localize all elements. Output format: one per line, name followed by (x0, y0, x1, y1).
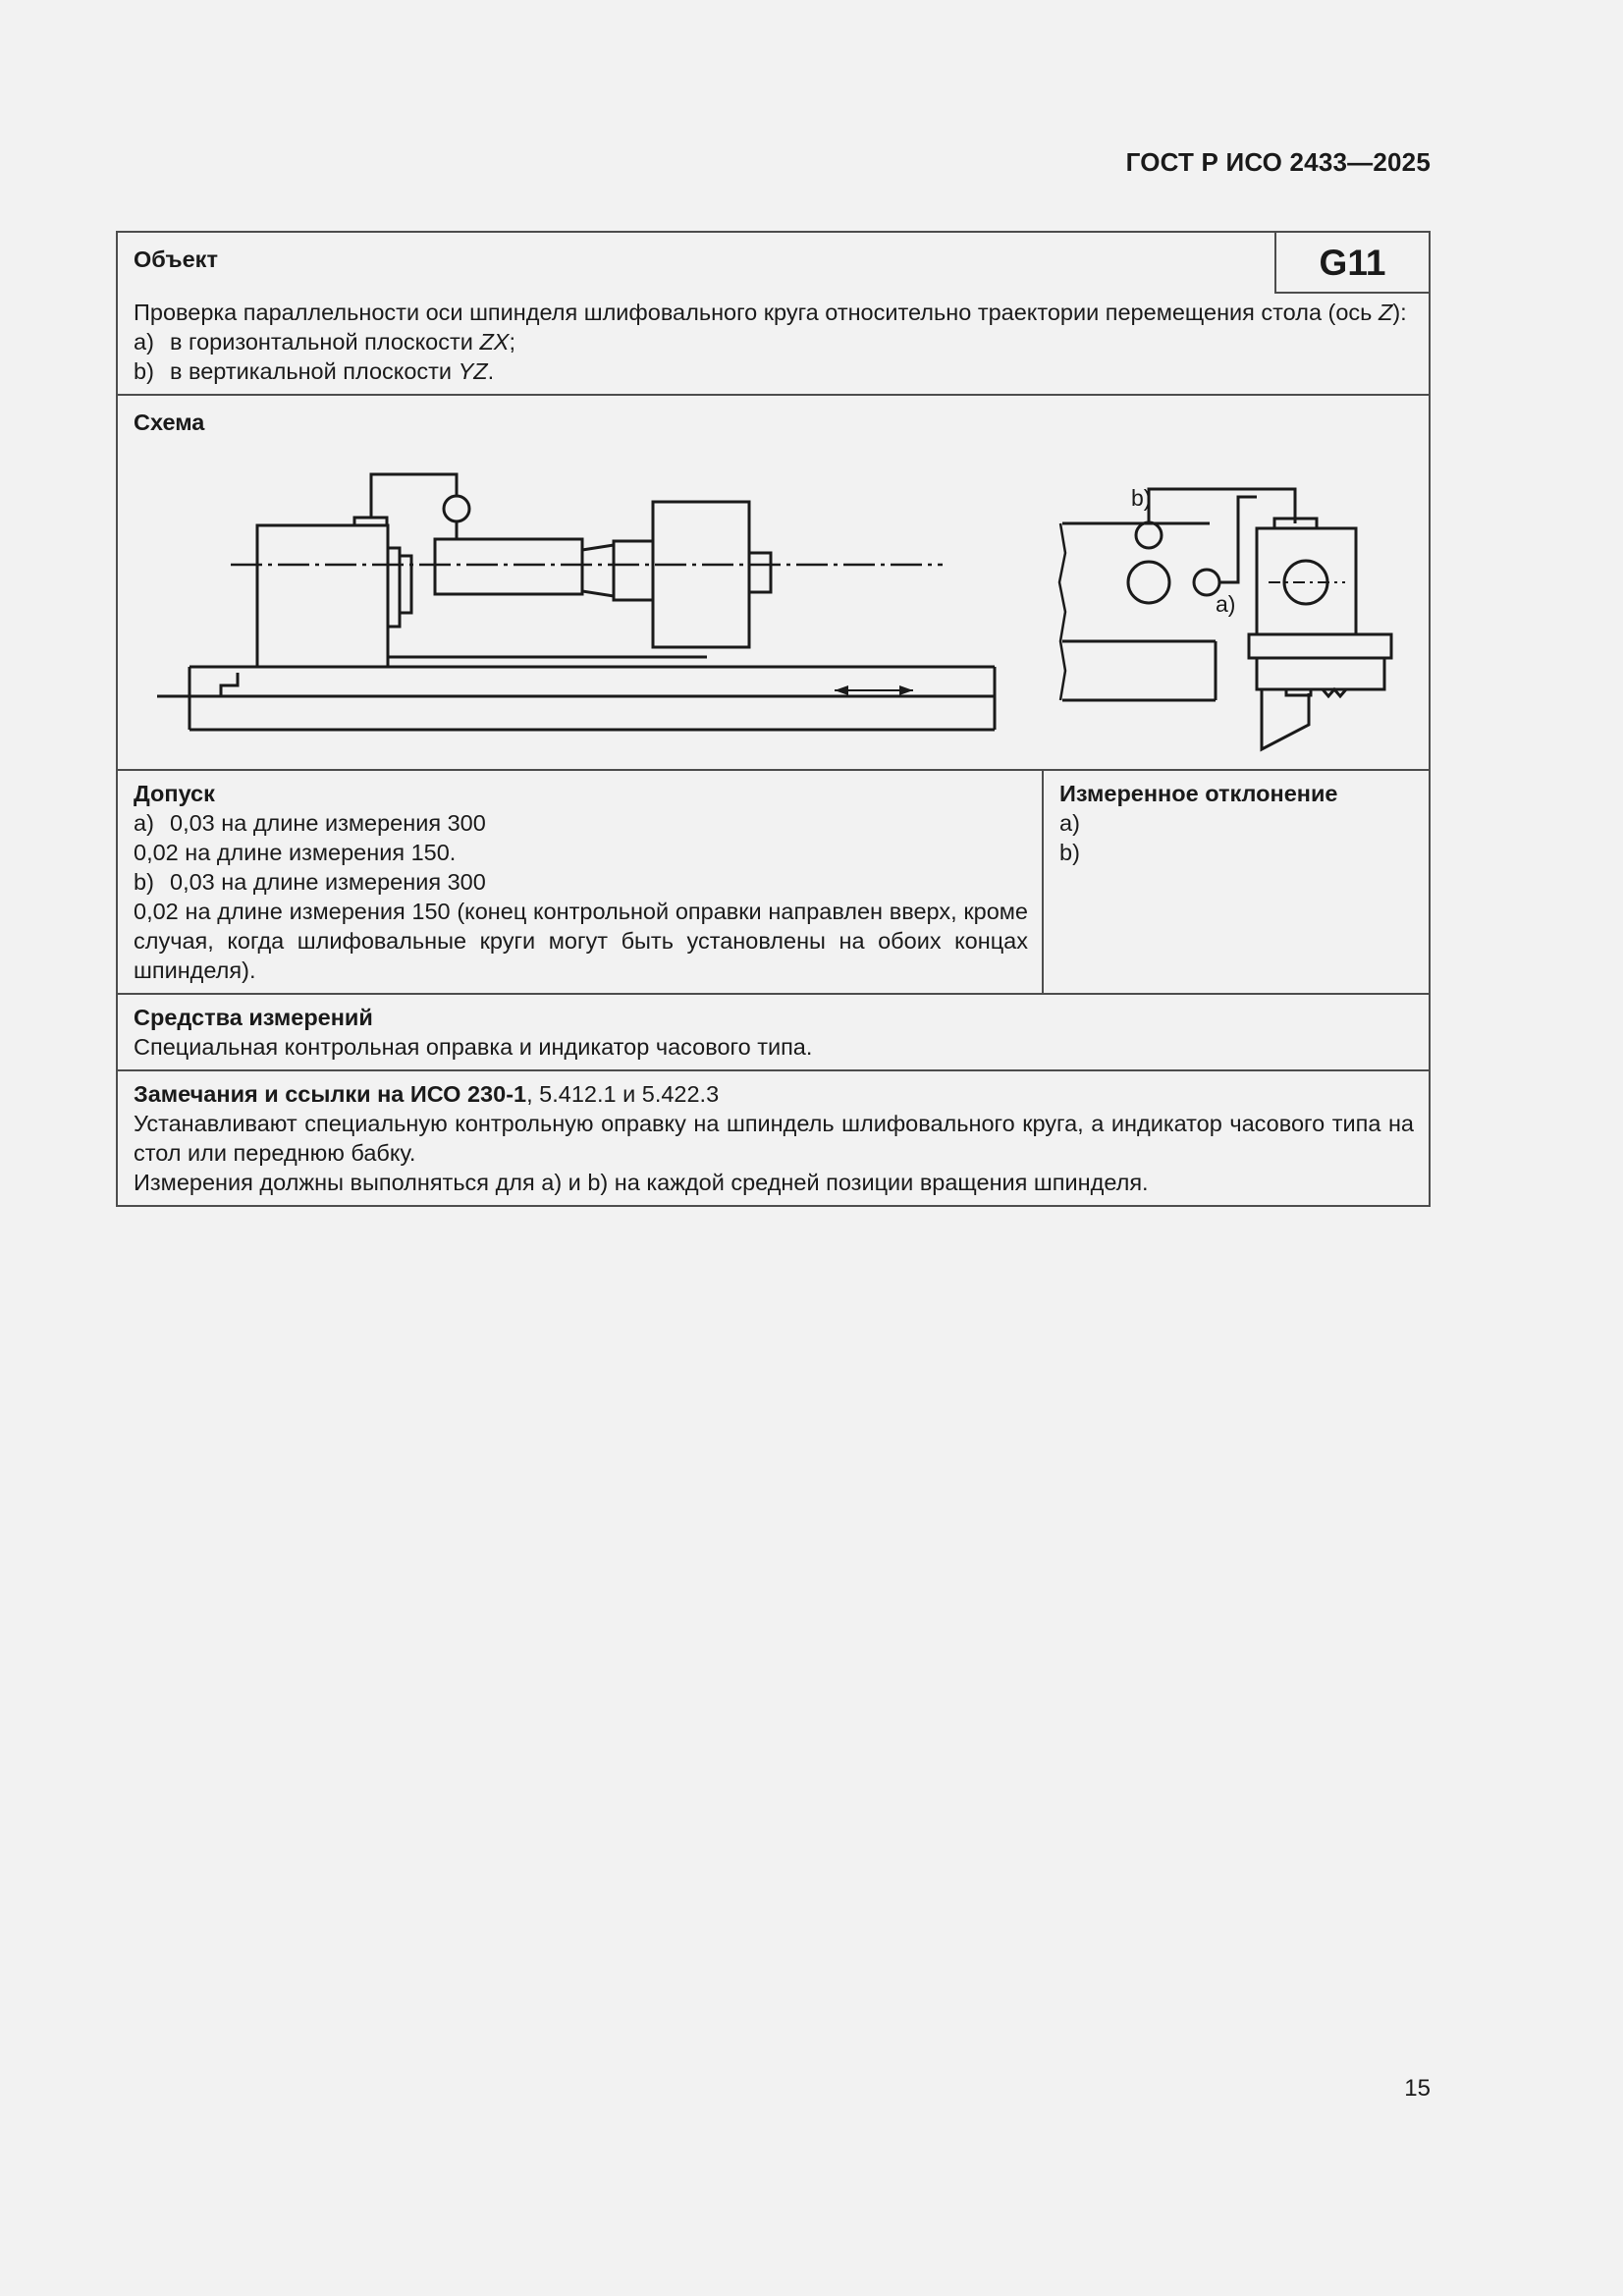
line-text: 0,03 на длине измерения 300 (170, 810, 486, 836)
plane-name: ZX (479, 329, 510, 355)
bed-section (1262, 689, 1309, 749)
tolerance-line: 0,02 на длине измерения 150 (конец контрольной оправки направлен вверх, кроме случая, когда шлифовальные круги могут быть установлены на обоих концах шпинделя). (134, 899, 1028, 983)
object-text-end: ): (1392, 300, 1407, 325)
tolerance-label: Допуск (134, 781, 215, 806)
tools-section (118, 995, 1429, 1071)
notes-refs: , 5.412.1 и 5.422.3 (526, 1081, 720, 1107)
axis-name: Z (1378, 300, 1393, 325)
mandrel-section (1128, 562, 1169, 603)
object-section (118, 233, 1429, 396)
side-view-drawing (157, 474, 995, 730)
item-text: в вертикальной плоскости (170, 358, 459, 384)
item-mark: b) (134, 358, 154, 384)
object-label: Объект (134, 246, 218, 272)
line-text: 0,03 на длине измерения 300 (170, 869, 486, 895)
test-mandrel (435, 539, 582, 594)
schema-section (118, 396, 1429, 771)
inspection-sheet (116, 231, 1431, 1207)
wheel-head (257, 525, 388, 667)
line-mark: b) (134, 869, 154, 895)
plane-name: YZ (458, 358, 488, 384)
headstock (653, 502, 749, 647)
schema-label: Схема (134, 410, 205, 435)
tolerance-line: 0,02 на длине измерения 150. (134, 840, 457, 865)
tolerance-line (134, 808, 1028, 838)
table-section (1249, 634, 1391, 658)
break-line (1059, 523, 1065, 700)
document-code: ГОСТ Р ИСО 2433—2025 (1125, 147, 1431, 177)
tools-label: Средства измерений (134, 1005, 373, 1030)
measured-label: Измеренное отклонение (1059, 781, 1338, 806)
measured-cell (1044, 771, 1429, 993)
measured-item-b: b) (1059, 840, 1080, 865)
dial-indicator-a (444, 496, 469, 521)
item-end: . (487, 358, 495, 384)
tolerance-measured-section (118, 771, 1429, 995)
measured-item-a: a) (1059, 810, 1080, 836)
object-text: Проверка параллельности оси шпинделя шлифовального круга относительно траектории перемещения стола (ось (134, 300, 1379, 325)
end-view-drawing (1059, 489, 1391, 749)
tolerance-line (134, 867, 1028, 897)
tools-text: Специальная контрольная оправка и индикатор часового типа. (134, 1034, 813, 1060)
callout-b: b) (1131, 485, 1152, 511)
object-item-a (134, 327, 1414, 356)
notes-label: Замечания и ссылки на ИСО 230-1 (134, 1081, 527, 1107)
schema-diagram (118, 396, 1429, 769)
callout-a: a) (1216, 591, 1236, 617)
test-code: G11 (1274, 233, 1429, 294)
item-end: ; (509, 329, 515, 355)
object-description (118, 294, 1429, 394)
dial-indicator-b (1136, 522, 1162, 548)
notes-section (118, 1071, 1429, 1205)
notes-line: Устанавливают специальную контрольную оправку на шпиндель шлифовального круга, а индикатор часового типа на стол или переднюю бабку. (134, 1111, 1414, 1166)
item-mark: a) (134, 329, 154, 355)
line-mark: a) (134, 810, 154, 836)
notes-line: Измерения должны выполняться для a) и b) на каждой средней позиции вращения шпинделя. (134, 1170, 1149, 1195)
tolerance-cell (118, 771, 1044, 993)
item-text: в горизонтальной плоскости (170, 329, 480, 355)
page-number: 15 (1404, 2075, 1431, 2102)
object-item-b (134, 356, 1414, 386)
